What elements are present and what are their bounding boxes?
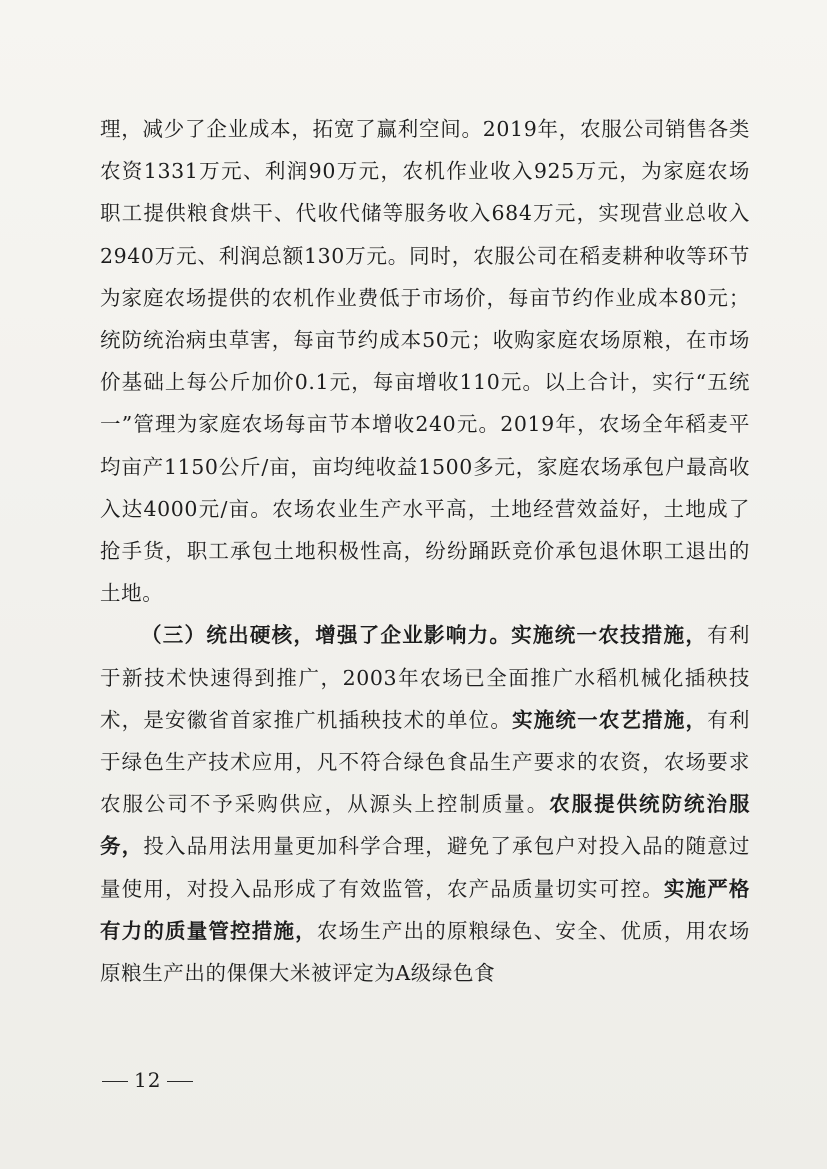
bold-phrase: 农服提供统防统治服务， bbox=[100, 792, 751, 859]
paragraph-continuation bbox=[100, 108, 750, 614]
text-run: 有利于绿色生产技术应用，凡不符合绿色食品生产要求的农资，农场要求农服公司不予采购供应，从源头上控制质量。 bbox=[100, 707, 750, 817]
dash-left bbox=[102, 1081, 128, 1082]
text-run: 农场生产出的原粮绿色、安全、优质，用农场原粮生产出的倮倮大米被评定为A级绿色食 bbox=[100, 918, 751, 986]
page-number bbox=[96, 1068, 199, 1092]
paragraph-section-three bbox=[100, 614, 750, 994]
page-number-value: 12 bbox=[134, 1068, 162, 1092]
body-text bbox=[100, 108, 750, 994]
section-heading: （三）统出硬核，增强了企业影响力。 bbox=[141, 623, 512, 648]
dash-right bbox=[167, 1081, 193, 1082]
bold-phrase: 实施统一农技措施， bbox=[511, 623, 708, 648]
text-run: 投入品用法用量更加科学合理，避免了承包户对投入品的随意过量使用，对投入品形成了有效监管，农产品质量切实可控。 bbox=[100, 834, 750, 901]
bold-phrase: 实施统一农艺措施， bbox=[512, 707, 708, 732]
bold-phrase: 实施严格有力的质量管控措施， bbox=[100, 876, 750, 943]
text-run: 有利于新技术快速得到推广，2003年农场已全面推广水稻机械化插秧技术，是安徽省首家推广机插秧技术的单位。 bbox=[100, 623, 750, 732]
text-run: 理，减少了企业成本，拓宽了赢利空间。2019年，农服公司销售各类农资1331万元、利润90万元，农机作业收入925万元，为家庭农场职工提供粮食烘干、代收代储等服务收入684万元，实现营业总收入2940万元、利润总额130万元。同时，农服公司在稻麦耕种收等环节为家庭农场提供的农机作业费低于市场价，每亩节约作业成本80元；统防统治病虫草害，每亩节约成本50元；收购家庭农场原粮，在市场价基础上每公斤加价0.1元，每亩增收110元。以上合计，实行“五统一”管理为家庭农场每亩节本增收240元。2019年，农场全年稻麦平均亩产1150公斤/亩，亩均纯收益1500多元，家庭农场承包户最高收入达4000元/亩。农场农业生产水平高，土地经营效益好，土地成了抢手货，职工承包土地积极性高，纷纷踊跃竞价承包退休职工退出的土地。 bbox=[100, 117, 750, 606]
